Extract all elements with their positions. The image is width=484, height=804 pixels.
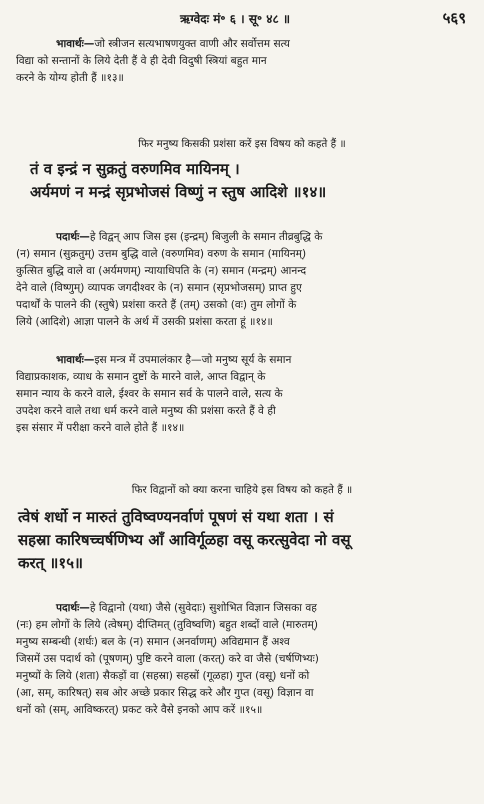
mantra-line: सहस्रा कारिषच्चर्षणिभ्य आँ आविर्गूळहा वसू करत्सुवेदा नो वसू (18, 531, 351, 549)
text-line: विद्या को सन्तानों के लिये देती हैं वे ही देवी विदुषी स्त्रियां बहुत मान (16, 55, 267, 67)
running-header (0, 10, 484, 30)
topic-intro-14: फिर मनुष्य किसकी प्रशंसा करें इस विषय को कहते हैं ॥ (138, 138, 346, 150)
padartha-label: पदार्थः— (56, 602, 90, 614)
text-line: जो स्त्रीजन सत्यभाषणयुक्त वाणी और सर्वोत्तम सत्य (94, 38, 290, 50)
text-line: (न) समान (सुक्रतुम्) उत्तम बुद्धि वाले (वरुणमिव) वरुण के समान (मायिनम्) (16, 248, 307, 260)
padartha-14 (16, 229, 468, 331)
page-number: ५६९ (442, 9, 466, 27)
mantra-14 (30, 158, 470, 204)
padartha-label: पदार्थः— (56, 231, 90, 243)
text-line: उपदेश करने वाले तथा धर्म करने वाले मनुष्य की प्रशंसा करते हैं वे ही (16, 405, 276, 417)
text-line: हे विद्वानो (यथा) जैसे (सुवेदाः) सुशोभित विज्ञान जिसका वह (89, 602, 317, 614)
text-line: लिये (आदिशे) आज्ञा पालने के अर्थ में उसकी प्रशंसा करता हूं ॥१४॥ (16, 316, 273, 328)
bhavartha-13 (16, 36, 468, 87)
text-line: देने वाले (विष्णुम्) व्यापक जगदीश्वर के (न) समान (सृप्रभोजसम्) प्राप्त हुए (16, 282, 302, 294)
text-line: मनुष्यों के लिये (शता) सैकड़ों वा (सहस्रा) सहस्रों (गूळहा) गुप्त (वसू) धनों को (16, 670, 310, 682)
text-line: धनों को (सम्, आविष्करत्) प्रकट करे वैसे इनको आप करें ॥१५॥ (16, 704, 263, 716)
text-line: पदार्थों के पालने की (स्तुषे) प्रशंसा करते हैं (तम्) उसको (वः) तुम लोगों के (16, 299, 297, 311)
mantra-line: करत् ॥१५॥ (18, 554, 83, 572)
text-line: करने के योग्य होती हैं ॥१३॥ (16, 72, 124, 84)
text-line: इस संसार में परीक्षा करने वाले होते हैं ॥१४॥ (16, 422, 185, 434)
text-line: हे विद्वन् आप जिस इस (इन्द्रम्) बिजुली के समान तीव्रबुद्धि के (89, 231, 323, 243)
mantra-line: अर्यमणं न मन्द्रं सृप्रभोजसं विष्णुं न स्तुष आदिशे ॥१४॥ (30, 183, 327, 201)
header-title: ऋग्वेदः मं॰ ६ । सू॰ ४८ ॥ (180, 12, 291, 26)
text-line: इस मन्त्र में उपमालंकार है—जो मनुष्य सूर्य के समान (94, 354, 292, 366)
bhavartha-label: भावार्थः— (56, 38, 95, 50)
text-line: विद्याप्रकाशक, व्याध के समान दुष्टों के मारने वाले, आप्त विद्वान् के (16, 371, 266, 383)
text-line: (नः) हम लोगों के लिये (त्वेषम्) दीप्तिमत् (तुविष्वणि) बहुत शब्दों वाले (मारुतम्) (16, 619, 318, 631)
bhavartha-label: भावार्थः— (56, 354, 95, 366)
bhavartha-14 (16, 352, 468, 437)
text-line: (आ, सम्, कारिषत्) सब ओर अच्छे प्रकार सिद्ध करे और गुप्त (वसू) विज्ञान वा (16, 687, 314, 699)
mantra-15 (18, 506, 470, 575)
text-line: समान न्याय के करने वाले, ईश्वर के समान सर्व के पालने वाले, सत्य के (16, 388, 283, 400)
text-line: कुत्सित बुद्धि वाले वा (अर्यमणम्) न्यायाधिपति के (न) समान (मन्द्रम्) आनन्द (16, 265, 307, 277)
mantra-line: तं व इन्द्रं न सुक्रतुं वरुणमिव मायिनम् । (30, 160, 240, 178)
text-line: जिसमें उस पदार्थ को (पूषणम्) पुष्टि करने वाला (करत्) करे वा जैसे (चर्षणिभ्यः) (16, 653, 319, 665)
text-line: मनुष्य सम्बन्धी (शर्धः) बल के (न) समान (अनर्वाणम्) अविद्यमान हैं अश्व (16, 636, 290, 648)
padartha-15 (16, 600, 468, 719)
mantra-line: त्वेषं शर्धो न मारुतं तुविष्वण्यनर्वाणं पूषणं सं यथा शता । सं (18, 508, 334, 526)
topic-intro-15: फिर विद्वानों को क्या करना चाहिये इस विषय को कहते हैं ॥ (131, 484, 353, 496)
